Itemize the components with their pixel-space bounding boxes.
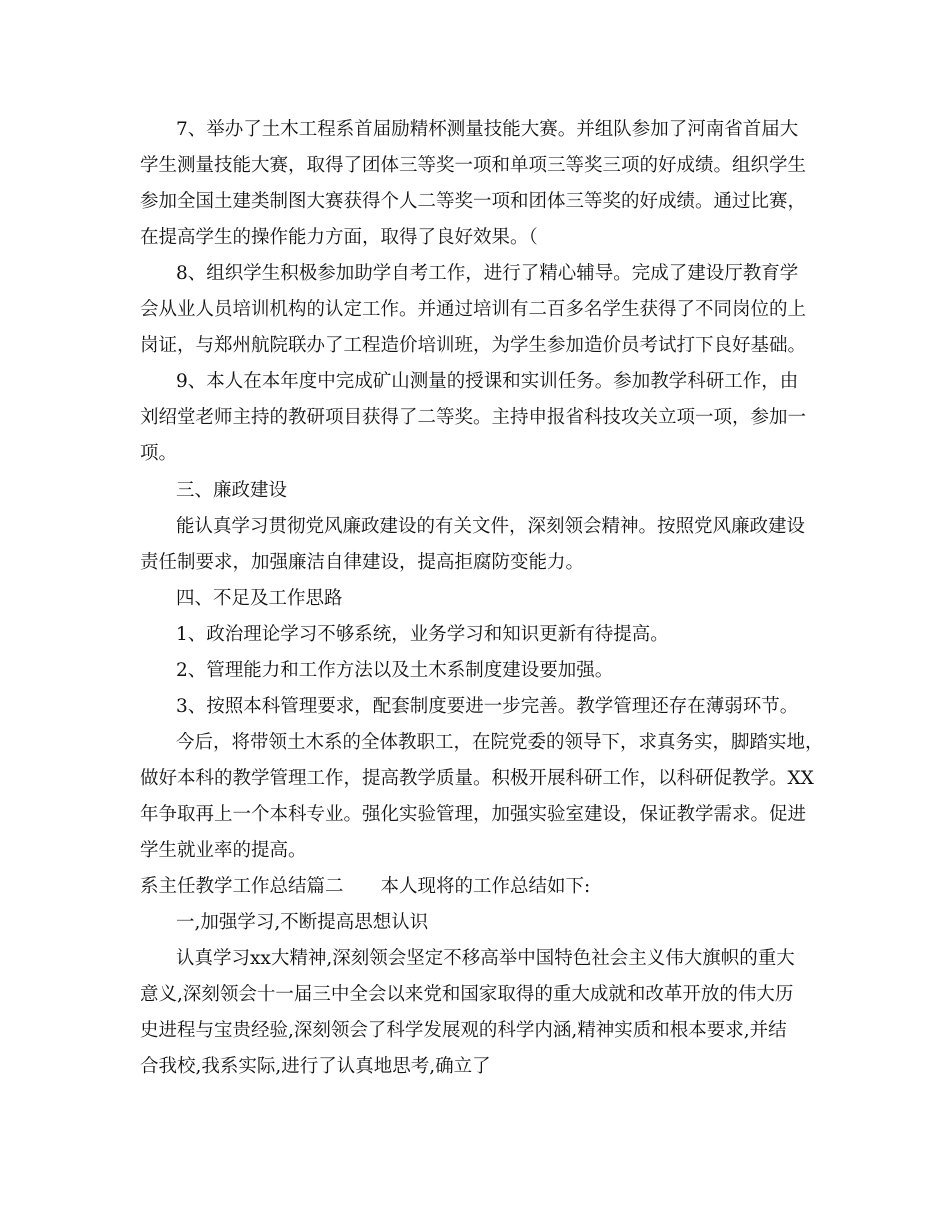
text-line: 会从业人员培训机构的认定工作。并通过培训有二百多名学生获得了不同岗位的上 — [140, 299, 807, 320]
text-line: 1、政治理论学习不够系统，业务学习和知识更新有待提高。 — [176, 624, 669, 645]
section-heading: 一,加强学习,不断提高思想认识 — [176, 912, 429, 933]
text-line: 认真学习xx大精神,深刻领会坚定不移高举中国特色社会主义伟大旗帜的重大 — [176, 948, 795, 969]
section-title: 系主任教学工作总结篇二 本人现将的工作总结如下: — [140, 876, 591, 897]
text-line: 参加全国土建类制图大赛获得个人二等奖一项和团体三等奖的好成绩。通过比赛， — [140, 191, 807, 212]
text-line: 年争取再上一个本科专业。强化实验管理，加强实验室建设，保证教学需求。促进 — [140, 804, 807, 825]
text-line: 责任制要求，加强廉洁自律建设，提高拒腐防变能力。 — [140, 552, 585, 573]
text-line: 项。 — [140, 443, 178, 464]
text-line: 学生就业率的提高。 — [140, 840, 307, 861]
section-heading: 三、廉政建设 — [176, 480, 288, 501]
text-line: 能认真学习贯彻党风廉政建设的有关文件，深刻领会精神。按照党风廉政建设 — [176, 516, 806, 537]
text-line: 做好本科的教学管理工作，提高教学质量。积极开展科研工作，以科研促教学。XX — [140, 768, 814, 789]
section-heading: 四、不足及工作思路 — [176, 588, 343, 609]
text-line: 刘绍堂老师主持的教研项目获得了二等奖。主持申报省科技攻关立项一项，参加一 — [140, 407, 807, 428]
text-line: 2、管理能力和工作方法以及土木系制度建设要加强。 — [176, 660, 614, 681]
text-line: 8、组织学生积极参加助学自考工作，进行了精心辅导。完成了建设厅教育学 — [176, 263, 799, 284]
text-line: 史进程与宝贵经验,深刻领会了科学发展观的科学内涵,精神实质和根本要求,并结 — [140, 1020, 787, 1041]
text-line: 9、本人在本年度中完成矿山测量的授课和实训任务。参加教学科研工作，由 — [176, 371, 799, 392]
text-line: 学生测量技能大赛，取得了团体三等奖一项和单项三等奖三项的好成绩。组织学生 — [140, 155, 807, 176]
text-line: 在提高学生的操作能力方面，取得了良好效果。（ — [140, 227, 538, 248]
text-line: 岗证，与郑州航院联办了工程造价培训班，为学生参加造价员考试打下良好基础。 — [140, 335, 807, 356]
text-line: 今后，将带领土木系的全体教职工，在院党委的领导下，求真务实，脚踏实地， — [176, 732, 824, 753]
text-line: 7、举办了土木工程系首届励精杯测量技能大赛。并组队参加了河南省首届大 — [176, 119, 799, 140]
text-line: 合我校,我系实际,进行了认真地思考,确立了 — [140, 1056, 491, 1077]
text-line: 3、按照本科管理要求，配套制度要进一步完善。教学管理还存在薄弱环节。 — [176, 696, 799, 717]
text-line: 意义,深刻领会十一届三中全会以来党和国家取得的重大成就和改革开放的伟大历 — [140, 984, 794, 1005]
